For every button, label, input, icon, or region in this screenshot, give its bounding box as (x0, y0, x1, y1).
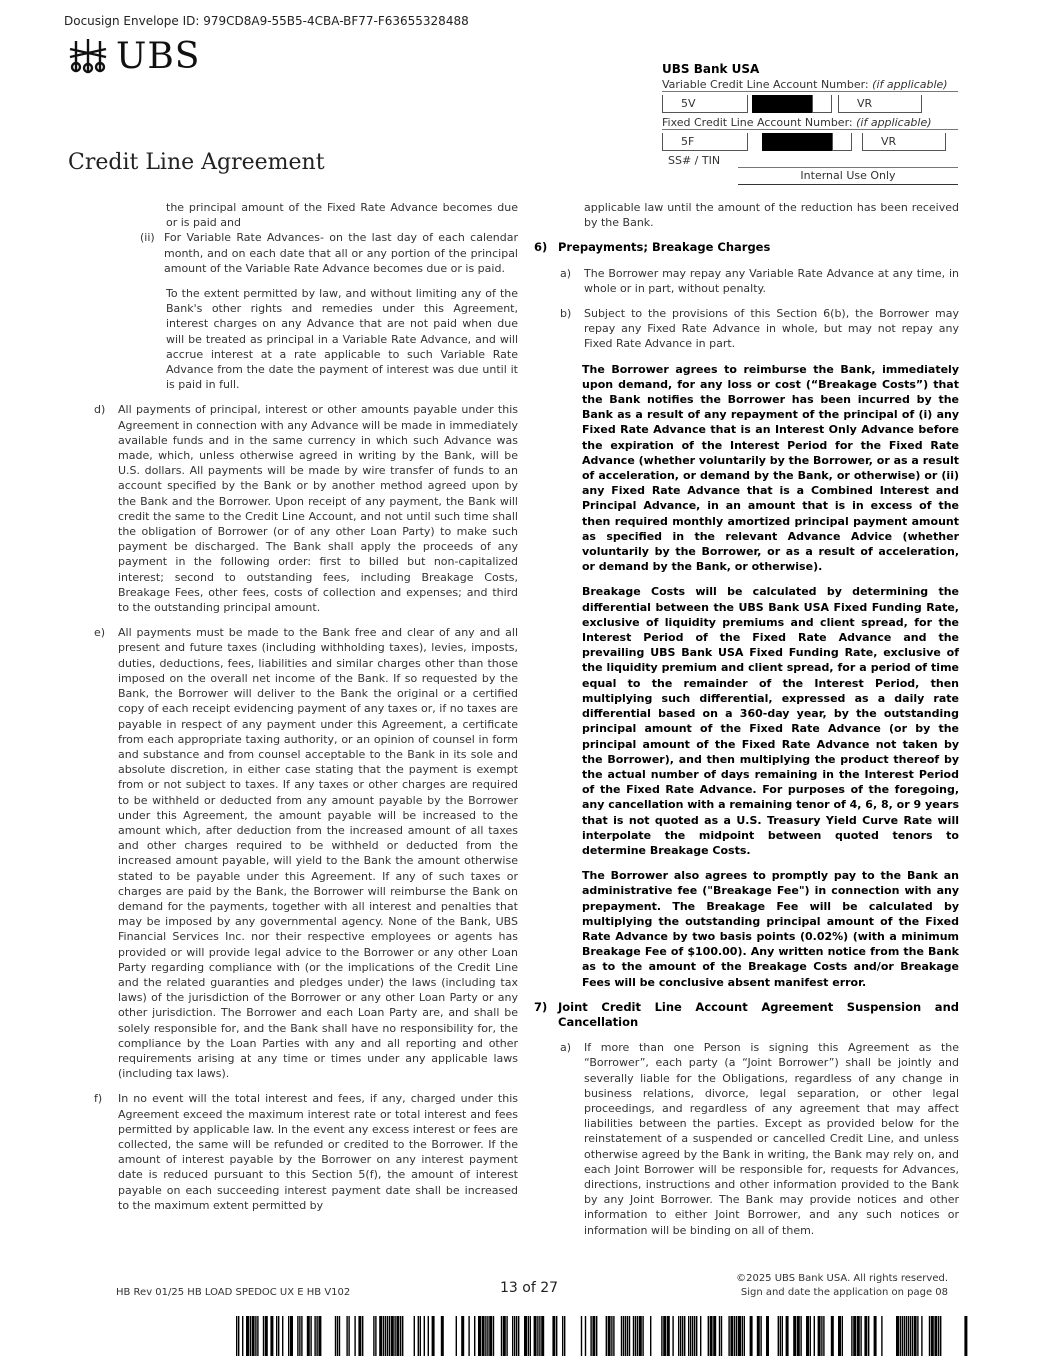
list-item-f (94, 1091, 518, 1213)
barcode-bar (757, 1316, 760, 1356)
barcode-bar (339, 1316, 340, 1356)
barcode-bar (391, 1316, 394, 1356)
ubs-logo (66, 36, 200, 77)
fixed-mid-cell (832, 133, 852, 151)
document-title: Credit Line Agreement (68, 150, 325, 175)
barcode-bar (736, 1316, 737, 1356)
barcode-bar (418, 1316, 419, 1356)
barcode-bar (528, 1316, 529, 1356)
barcode-bar (375, 1316, 376, 1356)
barcode-bar (518, 1316, 519, 1356)
barcode-bar (868, 1316, 869, 1356)
barcode-bar (738, 1316, 741, 1356)
list-marker: (ii) (140, 231, 155, 245)
barcode-bar (934, 1316, 937, 1356)
barcode-bar (512, 1316, 513, 1356)
list-item-7a (534, 1040, 959, 1238)
internal-use-label: Internal Use Only (738, 167, 958, 185)
barcode-bar (921, 1316, 922, 1356)
barcode-bar (358, 1316, 361, 1356)
barcode-bar (719, 1316, 720, 1356)
redacted-number (762, 133, 832, 151)
barcode-bar (299, 1316, 300, 1356)
continued-paragraph: applicable law until the amount of the reduction has been received by the Bank. (584, 201, 959, 230)
barcode-bar (678, 1316, 679, 1356)
barcode-bar (637, 1316, 638, 1356)
barcode-bar (265, 1316, 268, 1356)
barcode-bar (780, 1316, 781, 1356)
barcode-bar (314, 1316, 315, 1356)
barcode-bar (581, 1316, 582, 1356)
list-text: If more than one Person is signing this Agreement as the “Borrower”, each party (a “Joint Borrower”) shall be jointly and severally liable for the Obligations, regardless of any change in business relations, divorce, legal separation, or other legal proceedings, and regardless of any agreement that may affect liabilities between the parties. Except as provided below for the reinstatement of a suspended or cancelled Credit Line, and unless otherwise agreed by the Bank in writing, the Bank may rely on, and each Joint Borrower will be responsible for, requests for Advances, directions, instructions and other information provided to the Bank by any Joint Borrower. The Bank may provide notices and other information to either Joint Borrower, and any such notices or information will be binding on all of them. (584, 1041, 959, 1237)
barcode-bar (682, 1316, 683, 1356)
barcode-bar (389, 1316, 390, 1356)
continued-paragraph: the principal amount of the Fixed Rate Advance becomes due or is paid and (166, 201, 518, 230)
barcode-bar (611, 1316, 612, 1356)
barcode-bar (627, 1316, 628, 1356)
page-number: 13 of 27 (500, 1280, 559, 1296)
barcode-bar (270, 1316, 273, 1356)
barcode-bar (402, 1316, 403, 1356)
barcode-bar (750, 1316, 753, 1356)
variable-account-note: (if applicable) (872, 78, 948, 91)
barcode-bar (564, 1316, 565, 1356)
barcode-bar (596, 1316, 597, 1356)
extent-paragraph: To the extent permitted by law, and without limiting any of the Bank's other rights and remedies under this Agreement, interest charges on any Advance that are not paid when due will be treated as principal in a Variable Rate Advance, and will accrue interest at a rate applicable to such Variable Rate Advance from the date the payment of interest was due until it is paid in full. (166, 287, 518, 392)
list-text: All payments of principal, interest or other amounts payable under this Agreement in connection with any Advance will be made in immediately available funds and in the same currency in which such Advance was made, which, unless otherwise agreed in writing by the Bank, will be U.S. dollars. All payments will be made by wire transfer of funds to an account specified by the Bank or by another method agreed upon by the Bank and the Borrower. Upon receipt of any payment, the Bank will credit the same to the Credit Line Account, and not until such time shall the obligation of Borrower (or of any other Loan Party) to make such payment be discharged. The Bank shall apply the proceeds of any payment in the following order: first to billed but non-capitalized interest; second to outstanding fees, including Breakage Costs, Breakage Fees, other fees, costs of collection and expenses; and third to the outstanding principal amount. (118, 403, 518, 615)
barcode-bar (797, 1316, 800, 1356)
barcode-bar (874, 1316, 877, 1356)
barcode-bar (633, 1316, 634, 1356)
barcode-bar (806, 1316, 809, 1356)
barcode-bar (503, 1316, 506, 1356)
barcode-bar (400, 1316, 401, 1356)
barcode-bar (278, 1316, 279, 1356)
barcode-bar (385, 1316, 386, 1356)
barcode-bar (851, 1316, 852, 1356)
fixed-account-row (662, 132, 958, 152)
barcode-bar (396, 1316, 399, 1356)
barcode-bar (688, 1316, 689, 1356)
barcode-bar (493, 1316, 494, 1356)
barcode-bar (744, 1316, 745, 1356)
list-text: Subject to the provisions of this Section 6(b), the Borrower may repay any Fixed Rate Advance in whole, but may not repay any Fixed Rate Advance in part. (584, 307, 959, 351)
barcode-bar (667, 1316, 670, 1356)
list-marker: b) (560, 307, 572, 321)
barcode-bar (786, 1316, 789, 1356)
copyright: ©2025 UBS Bank USA. All rights reserved. (736, 1273, 948, 1284)
barcode-bar (700, 1316, 701, 1356)
barcode-bar (354, 1316, 355, 1356)
ubs-keys-icon (66, 37, 110, 77)
section-number: 7) (534, 999, 548, 1014)
barcode-bar (556, 1316, 557, 1356)
barcode-bar (516, 1316, 517, 1356)
barcode-bar (853, 1316, 856, 1356)
barcode-bar (730, 1316, 733, 1356)
barcode-bar (307, 1316, 310, 1356)
barcode-bar (881, 1316, 882, 1356)
barcode-bar (810, 1316, 811, 1356)
barcode-bar (461, 1316, 464, 1356)
envelope-id: Docusign Envelope ID: 979CD8A9-55B5-4CBA-BF77-F63655328488 (64, 14, 469, 28)
sign-note: Sign and date the application on page 08 (740, 1287, 948, 1298)
barcode-bar (501, 1316, 502, 1356)
barcode-bar (534, 1316, 537, 1356)
fixed-prefix[interactable]: 5F (662, 133, 748, 151)
list-marker: f) (94, 1092, 103, 1106)
barcode-bar (468, 1316, 469, 1356)
barcode-bar (373, 1316, 374, 1356)
barcode-bar (310, 1316, 311, 1356)
variable-suffix[interactable]: VR (838, 95, 922, 113)
barcode-bar (379, 1316, 382, 1356)
barcode-bar (242, 1316, 243, 1356)
section-number: 6) (534, 240, 548, 255)
barcode-bar (590, 1316, 591, 1356)
barcode-bar (524, 1316, 527, 1356)
list-item-d (94, 402, 518, 615)
barcode-bar (506, 1316, 507, 1356)
variable-account-label: Variable Credit Line Account Number: (662, 78, 869, 91)
list-text: The Borrower may repay any Variable Rate Advance at any time, in whole or in part, without penalty. (584, 266, 959, 295)
barcode-bar (766, 1316, 769, 1356)
barcode-bar (904, 1316, 905, 1356)
barcode-bar (539, 1316, 540, 1356)
barcode-bar (316, 1316, 317, 1356)
section-7-heading (534, 1000, 959, 1030)
list-text: For Variable Rate Advances- on the last day of each calendar month, and on each date that all or any portion of the principal amount of the Variable Rate Advance becomes due or is paid. (164, 231, 518, 275)
barcode-bar (335, 1316, 336, 1356)
barcode-bar (661, 1316, 662, 1356)
barcode-bar (831, 1316, 834, 1356)
account-box (662, 62, 958, 185)
barcode-bar (514, 1316, 515, 1356)
barcode-bar (337, 1316, 338, 1356)
barcode-bar (663, 1316, 666, 1356)
barcode-bar (864, 1316, 867, 1356)
barcode-bar (742, 1316, 743, 1356)
barcode-bar (608, 1316, 611, 1356)
barcode-bar (908, 1316, 909, 1356)
footer-right (700, 1272, 948, 1300)
ssn-tin-label: SS# / TIN (668, 154, 721, 167)
barcode-bar (896, 1316, 899, 1356)
variable-mid-cell (812, 95, 832, 113)
list-marker: a) (560, 1041, 572, 1055)
barcode-bar (793, 1316, 796, 1356)
barcode-bar (456, 1316, 457, 1356)
logo-text: UBS (116, 36, 201, 77)
barcode-bar (318, 1316, 321, 1356)
barcode-bar (246, 1316, 249, 1356)
barcode-bar (424, 1316, 425, 1356)
barcode-bar (710, 1316, 713, 1356)
barcode-bar (782, 1316, 783, 1356)
barcode-bar (428, 1316, 429, 1356)
barcode-bar (541, 1316, 544, 1356)
barcode-bar (708, 1316, 709, 1356)
left-column (94, 200, 518, 1213)
barcode-bar (760, 1316, 761, 1356)
barcode-bar (288, 1316, 289, 1356)
breakage-fee-paragraph: The Borrower also agrees to promptly pay to the Bank an administrative fee ("Breakage Fee") in connection with any prepayment. The Breakage Fee will be calculated by multiplying the outstanding principal amount of the Fixed Rate Advance by two basis points (0.02%) (with a minimum Breakage Fee of $100.00). Any written notice from the Bank as to the amount of the Breakage Costs and/or Breakage Fees will be conclusive absent manifest error. (582, 869, 959, 989)
fixed-suffix[interactable]: VR (862, 133, 946, 151)
barcode-bar (713, 1316, 716, 1356)
barcode-bar (690, 1316, 691, 1356)
breakage-calc-paragraph: Breakage Costs will be calculated by determining the differential between the UBS Bank USA Fixed Funding Rate, exclusive of liquidity premiums and client spread, for the Interest Period of the Fixed Rate Advance and the prevailing UBS Bank USA Fixed Funding Rate, exclusive of the liquidity premium and client spread, for a period of time equal to the remainder of the Interest Period, then multiplying such differential, expressed as a daily rate differential based on a 360-day year, by the outstanding principal amount of the Fixed Rate Advance (or by the principal amount of the Fixed Rate Advance not taken by the Borrower), and then multiplying the product thereof by the actual number of days remaining in the Interest Period of the Fixed Rate Advance. For purposes of the foregoing, any cancellation with a remaining tenor of 4, 6, 8, or 9 years that is not quoted as a U.S. Treasury Yield Curve Rate will interpolate the midpoint between quoted tenors to determine Breakage Costs. (582, 585, 959, 857)
barcode-bar (362, 1316, 363, 1356)
barcode-bar (348, 1316, 349, 1356)
barcode-bar (917, 1316, 918, 1356)
breakage-costs-paragraph: The Borrower agrees to reimburse the Bank, immediately upon demand, for any loss or cost (“Breakage Costs”) that the Bank notifies the Borrower has been incurred by the Bank as a result of any repayment of the principal of (i) any Fixed Rate Advance that is an Interest Only Advance before the expiration of the Interest Period for the Fixed Rate Advance (whether voluntarily by the Borrower, or as a result of acceleration, or demand by the Bank, or otherwise) or (ii) any Fixed Rate Advance that is a Combined Interest and Principal Advance, in an amount that is in excess of the then required monthly amortized principal payment amount as specified in the relevant Advance Advice (whether voluntarily by the Borrower, or as a result of acceleration, or demand by the Bank, or otherwise). (582, 362, 959, 574)
barcode-bar (420, 1316, 421, 1356)
fixed-account-note: (if applicable) (856, 116, 932, 129)
barcode-bar (250, 1316, 251, 1356)
barcode-bar (814, 1316, 815, 1356)
barcode-bar (680, 1316, 681, 1356)
right-column (534, 200, 959, 1238)
barcode-bar (721, 1316, 722, 1356)
bank-name: UBS Bank USA (662, 62, 760, 76)
fixed-account-label: Fixed Credit Line Account Number: (662, 116, 853, 129)
barcode-bar (487, 1316, 488, 1356)
barcode-bar (252, 1316, 255, 1356)
barcode (234, 1316, 970, 1356)
barcode-bar (692, 1316, 693, 1356)
list-text: In no event will the total interest and fees, if any, charged under this Agreement exceed the maximum interest rate or total interest and fees permitted by applicable law. In the event any excess interest or fees are collected, the same will be refunded or credited to the Borrower. If the amount of interest payable by the Borrower on any interest payment date is reduced pursuant to this Section 5(f), the amount of interest payable on each succeeding interest payment date shall be increased to the maximum extent permitted by (118, 1092, 518, 1212)
barcode-bar (821, 1316, 822, 1356)
barcode-bar (613, 1316, 614, 1356)
barcode-bar (929, 1316, 930, 1356)
barcode-bar (684, 1316, 685, 1356)
barcode-bar (387, 1316, 388, 1356)
barcode-bar (441, 1316, 444, 1356)
barcode-bar (552, 1316, 555, 1356)
barcode-bar (606, 1316, 607, 1356)
barcode-bar (964, 1316, 967, 1356)
redacted-number (752, 95, 812, 113)
barcode-bar (823, 1316, 824, 1356)
barcode-bar (625, 1316, 626, 1356)
form-id: HB Rev 01/25 HB LOAD SPEDOC UX E HB V102 (116, 1287, 351, 1298)
barcode-bar (394, 1316, 395, 1356)
barcode-bar (694, 1316, 695, 1356)
barcode-bar (650, 1316, 651, 1356)
barcode-bar (902, 1316, 903, 1356)
variable-prefix[interactable]: 5V (662, 95, 748, 113)
barcode-bar (263, 1316, 264, 1356)
list-marker: e) (94, 626, 106, 640)
barcode-bar (642, 1316, 643, 1356)
list-marker: a) (560, 266, 572, 280)
barcode-bar (800, 1316, 801, 1356)
barcode-bar (857, 1316, 860, 1356)
section-title: Prepayments; Breakage Charges (558, 240, 771, 255)
barcode-bar (910, 1316, 911, 1356)
barcode-bar (383, 1316, 384, 1356)
variable-account-row (662, 94, 958, 114)
barcode-bar (940, 1316, 941, 1356)
barcode-bar (585, 1316, 586, 1356)
barcode-bar (592, 1316, 595, 1356)
list-item-e (94, 625, 518, 1081)
barcode-bar (639, 1316, 642, 1356)
section-title: Joint Credit Line Account Agreement Suspension and Cancellation (558, 999, 959, 1029)
barcode-bar (938, 1316, 939, 1356)
barcode-bar (482, 1316, 485, 1356)
barcode-bar (900, 1316, 901, 1356)
list-item-a (534, 266, 959, 296)
list-text: All payments must be made to the Bank free and clear of any and all present and future taxes (including withholding taxes), levies, imposts, duties, deductions, fees, liabilities and similar charges other than those imposed on the overall net income of the Bank. If so requested by the Bank, the Borrower will deliver to the Bank the original or a certified copy of each receipt evidencing payment of any taxes or, if no taxes are payable in respect of any payment under this Agreement, a certificate from each appropriate taxing authority, or an opinion of counsel in form and substance and from counsel acceptable to the Bank in its sole and absolute discretion, in either case stating that the payment is exempt from or not subject to taxes. If any taxes or other charges are required to be withheld or deducted from any amount payable by the Borrower under this Agreement, the amount payable will be increased to the amount which, after deduction from the increased amount of all taxes and other charges required to be withheld or deducted from the increased amount payable, will yield to the Bank the amount otherwise stated to be payable under this Agreement. If any of such taxes or charges are paid by the Bank, the Borrower will reimburse the Bank on demand for the payments, together with all interest and penalties that may be imposed by any governmental agency. None of the Bank, UBS Financial Services Inc. nor their respective employees or agents has provided or will provide legal advice to the Borrower or any other Loan Party regarding compliance with (or the implications of the Credit Line and the related guaranties and pledges under) the laws (including tax laws) of the jurisdiction of the Borrower or any other Loan Party or any other jurisdiction. The Borrower and each Loan Party are, and shall be solely responsible for, and the Bank shall have no responsibility for, the compliance by the Loan Parties with any and all reporting and other requirements arising at any time or times under any applicable laws (including tax laws). (118, 626, 518, 1081)
barcode-bar (860, 1316, 861, 1356)
list-item-b (534, 306, 959, 352)
barcode-bar (255, 1316, 256, 1356)
barcode-bar (621, 1316, 622, 1356)
barcode-bar (672, 1316, 673, 1356)
barcode-bar (432, 1316, 435, 1356)
barcode-bar (257, 1316, 258, 1356)
barcode-bar (838, 1316, 841, 1356)
barcode-bar (485, 1316, 486, 1356)
barcode-bar (728, 1316, 729, 1356)
barcode-bar (623, 1316, 624, 1356)
barcode-bar (629, 1316, 630, 1356)
barcode-bar (301, 1316, 302, 1356)
barcode-bar (912, 1316, 913, 1356)
barcode-bar (236, 1316, 237, 1356)
barcode-bar (818, 1316, 821, 1356)
barcode-bar (635, 1316, 636, 1356)
barcode-bar (297, 1316, 298, 1356)
barcode-bar (906, 1316, 907, 1356)
barcode-bar (914, 1316, 917, 1356)
barcode-bar (562, 1316, 563, 1356)
barcode-bar (734, 1316, 735, 1356)
barcode-bar (530, 1316, 531, 1356)
barcode-bar (282, 1316, 283, 1356)
barcode-bar (346, 1316, 347, 1356)
list-item-ii (118, 230, 518, 276)
barcode-bar (238, 1316, 239, 1356)
barcode-bar (474, 1316, 475, 1356)
barcode-bar (489, 1316, 492, 1356)
barcode-bar (414, 1316, 415, 1356)
list-marker: d) (94, 403, 106, 417)
barcode-bar (276, 1316, 277, 1356)
barcode-bar (778, 1316, 779, 1356)
section-6-heading (534, 240, 959, 255)
barcode-bar (931, 1316, 934, 1356)
barcode-bar (537, 1316, 538, 1356)
barcode-bar (842, 1316, 843, 1356)
barcode-bar (478, 1316, 481, 1356)
barcode-bar (696, 1316, 697, 1356)
barcode-bar (290, 1316, 293, 1356)
